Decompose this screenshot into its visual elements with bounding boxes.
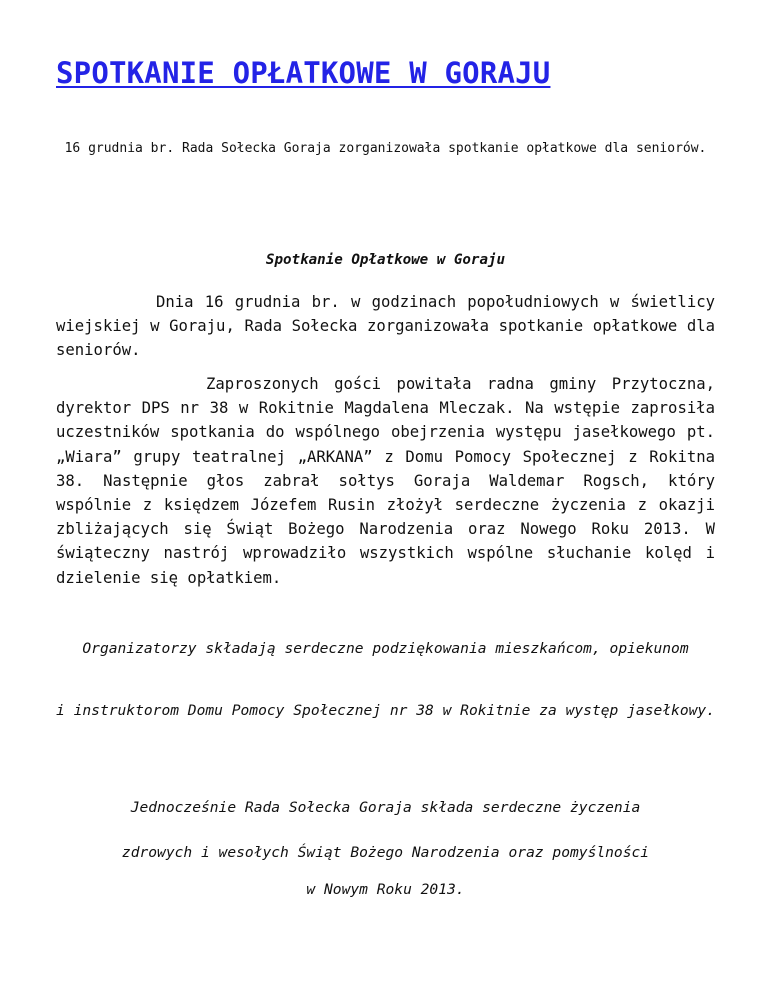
closing-line-thanks: Organizatorzy składają serdeczne podziękowania mieszkańcom, opiekunom <box>82 640 689 657</box>
closing-line-instructors: i instruktorom Domu Pomocy Społecznej nr 38 w Rokitnie za występ jasełkowy. <box>56 702 715 719</box>
closing-line-holidays: zdrowych i wesołych Świąt Bożego Narodzenia oraz pomyślności <box>121 844 650 861</box>
page-title[interactable]: SPOTKANIE OPŁATKOWE W GORAJU <box>56 56 551 90</box>
intro-text: 16 grudnia br. Rada Sołecka Goraja zorganizowała spotkanie opłatkowe dla seniorów. <box>64 141 707 156</box>
body-paragraph-2: Zaproszonych gości powitała radna gminy Przytoczna, dyrektor DPS nr 38 w Rokitnie Magdalena Mleczak. Na wstępie zaprosiła uczestników spotkania do wspólnego obejrzenia występu jasełkowego pt. „Wiara” grupy teatralnej „ARKANA” z Domu Pomocy Społecznej z Rokitna 38. Następnie głos zabrał sołtys Goraja Waldemar Rogsch, który wspólnie z księdzem Józefem Rusin złożył serdeczne życzenia z okazji zbliżających się Świąt Bożego Narodzenia oraz Nowego Roku 2013. W świąteczny nastrój wprowadziło wszystkich wspólne słuchanie kolęd i dzielenie się opłatkiem. <box>56 375 715 587</box>
body-paragraph-1: Dnia 16 grudnia br. w godzinach popołudniowych w świetlicy wiejskiej w Goraju, Rada Sołecka zorganizowała spotkanie opłatkowe dla seniorów. <box>56 293 715 360</box>
closing-line-new-year: w Nowym Roku 2013. <box>306 881 465 898</box>
closing-line-wishes: Jednocześnie Rada Sołecka Goraja składa serdeczne życzenia <box>130 799 641 816</box>
article-subheading: Spotkanie Opłatkowe w Goraju <box>265 252 506 268</box>
